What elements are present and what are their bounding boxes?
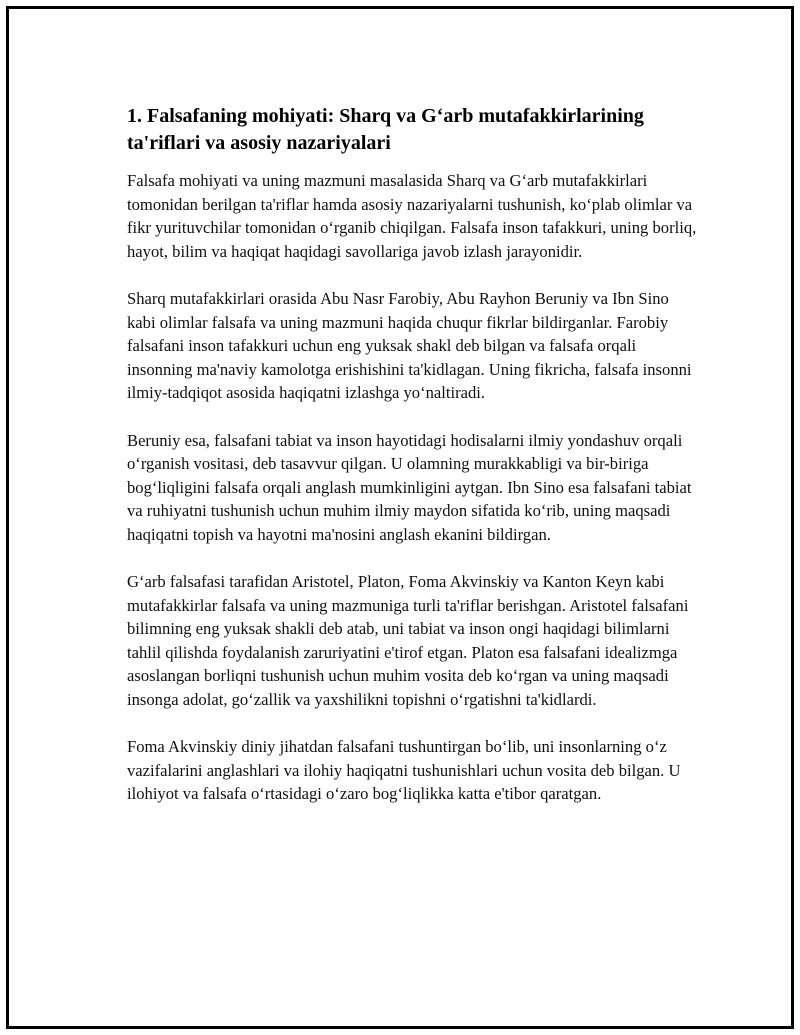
document-body (127, 103, 697, 806)
paragraph-intro: Falsafa mohiyati va uning mazmuni masalasida Sharq va G‘arb mutafakkirlari tomonidan berilgan ta'riflar hamda asosiy nazariyalarni tushunish, ko‘plab olimlar va fikr yurituvchilar tomonidan o‘rganib chiqilgan. Falsafa inson tafakkuri, uning borliq, hayot, bilim va haqiqat haqidagi savollariga javob izlash jarayonidir. (127, 171, 697, 261)
page-frame (6, 6, 794, 1029)
paragraph-eastern-thinkers: Sharq mutafakkirlari orasida Abu Nasr Farobiy, Abu Rayhon Beruniy va Ibn Sino kabi olimlar falsafa va uning mazmuni haqida chuqur fikrlar bildirganlar. Farobiy falsafani inson tafakkuri uchun eng yuksak shakl deb bilgan va falsafa orqali insonning ma'naviy kamolotga erishishini ta'kidlagan. Uning fikricha, falsafa insonni ilmiy-tadqiqot asosida haqiqatni izlashga yo‘naltiradi. (127, 289, 692, 402)
paragraph-western-philosophy: G‘arb falsafasi tarafidan Aristotel, Platon, Foma Akvinskiy va Kanton Keyn kabi mutafakkirlar falsafa va uning mazmuniga turli ta'riflar berishgan. Aristotel falsafani bilimning eng yuksak shakli deb atab, uni tabiat va inson ongi haqidagi bilimlarni tahlil qilishda foydalanish zaruriyatini e'tirof etgan. Platon esa falsafani idealizmga asoslangan borliqni tushunish uchun muhim vosita deb ko‘rgan va uning maqsadi insonga adolat, go‘zallik va yaxshilikni topishni o‘rgatishni ta'kidlardi. (127, 572, 689, 709)
paragraph-foma-akvinskiy: Foma Akvinskiy diniy jihatdan falsafani tushuntirgan bo‘lib, uni insonlarning o‘z vazifalarini anglashlari va ilohiy haqiqatni tushunishlari uchun vosita deb bilgan. U ilohiyot va falsafa o‘rtasidagi o‘zaro bog‘liqlikka katta e'tibor qaratgan. (127, 737, 681, 803)
paragraph-beruniy-ibn-sino: Beruniy esa, falsafani tabiat va inson hayotidagi hodisalarni ilmiy yondashuv orqali o‘rganish vositasi, deb tasavvur qilgan. U olamning murakkabligi va bir-biriga bog‘liqligini falsafa orqali anglash mumkinligini aytgan. Ibn Sino esa falsafani tabiat va ruhiyatni tushunish uchun muhim ilmiy maydon sifatida ko‘rib, uning maqsadi haqiqatni topish va hayotni ma'nosini anglash ekanini bildirgan. (127, 430, 692, 544)
section-title: 1. Falsafaning mohiyati: Sharq va G‘arb mutafakkirlarining ta'riflari va asosiy nazariyalari (127, 105, 644, 154)
